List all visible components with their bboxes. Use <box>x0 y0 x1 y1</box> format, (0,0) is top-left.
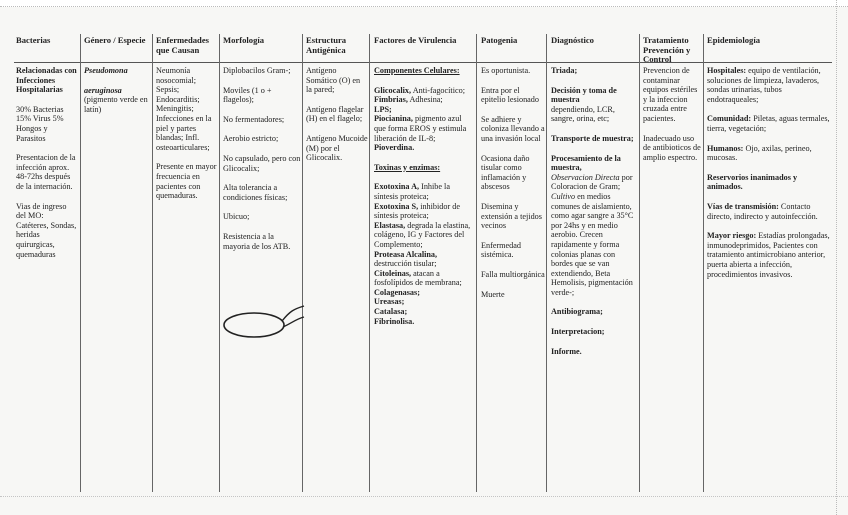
estructura-item: Antígeno flagelar (H) en el flagelo; <box>306 104 364 124</box>
diagnostico-cultivo: Cultivo <box>551 191 576 201</box>
piocianina-term: Piocianina, <box>374 114 413 124</box>
morfologia-item: No capsulado, pero con Glicocalix; <box>223 153 301 173</box>
column-divider <box>476 34 477 492</box>
bacterias-stats: 30% Bacterias 15% Virus 5% Hongos y Parasitos <box>16 104 64 143</box>
column-divider <box>219 34 220 492</box>
column-estructura <box>306 36 368 163</box>
patogenia-step: Falla multiorgánica <box>481 269 545 279</box>
column-divider <box>80 34 81 492</box>
diagnostico-observacion: Observacion Directa <box>551 172 620 182</box>
exoA-desc: Inhibe la síntesis proteica; <box>374 182 450 201</box>
diagnostico-antibiograma: Antibiograma; <box>551 307 603 317</box>
scan-bottom-edge <box>0 496 848 498</box>
diagnostico-triada: Triada; <box>551 66 578 75</box>
morfologia-item: Ubicuo; <box>223 212 250 222</box>
genero-genus: Pseudomona <box>84 66 128 75</box>
citoleinas-desc: atacan a fosfolípidos de membrana; <box>374 268 462 288</box>
ureasas-term: Ureasas; <box>374 297 405 307</box>
patogenia-step: Muerte <box>481 289 505 299</box>
epi-comunidad-term: Comunidad: <box>707 114 752 124</box>
patogenia-step: Entra por el epitelio lesionado <box>481 85 539 105</box>
epi-humanos-desc: Ojo, axilas, perineo, mucosas. <box>707 143 812 163</box>
column-enfermedades <box>156 36 218 201</box>
patogenia-step: Ocasiona daño tisular como inflamación y abscesos <box>481 153 530 192</box>
diagnostico-cultivo-text: en medios comunes de aislamiento, como agar sangre a 35°C por 24hs y en medio aerobio. Crecen rapidamente y forma colonias planas con bordes que se van extendiendo, Beta Hemolisis, pigmentación verde-; <box>551 191 634 297</box>
epi-vias-desc: Contacto directo, indirecto y autoinfección. <box>707 201 818 221</box>
column-divider <box>302 34 303 492</box>
colagenasas-term: Colagenasas; <box>374 287 420 297</box>
pioverdina-term: Pioverdina. <box>374 143 415 153</box>
estructura-item: Antígeno Mucoide (M) por el Glicocalix. <box>306 133 368 163</box>
tratamiento-inadecuado: Inadecuado uso de antibioticos de amplio espectro. <box>643 133 701 162</box>
diagnostico-decision-text: dependiendo, LCR, sangre, orina, etc; <box>551 104 615 124</box>
bacillus-sketch-icon <box>220 303 306 345</box>
catalasa-term: Catalasa; <box>374 307 408 317</box>
column-bacterias <box>16 36 78 259</box>
diagnostico-procesamiento: Procesamiento de la muestra, <box>551 153 621 173</box>
scan-right-edge <box>836 0 838 515</box>
morfologia-item: Moviles (1 o + flagelos); <box>223 85 272 105</box>
column-morfologia <box>223 36 301 251</box>
diagnostico-decision-title: Decisión y toma de muestra <box>551 85 617 105</box>
morfologia-item: Aerobio estricto; <box>223 134 279 144</box>
lps-term: LPS; <box>374 104 392 114</box>
column-genero <box>84 36 150 114</box>
header-bacterias: Bacterias <box>16 35 51 45</box>
header-genero: Género / Especie <box>84 35 146 45</box>
patogenia-step: Es oportunista. <box>481 66 531 75</box>
scan-top-edge <box>0 0 848 7</box>
column-diagnostico <box>551 36 637 356</box>
tratamiento-prevencion: Prevencion de contaminar equipos estériles y la infeccion cruzada entre pacientes. <box>643 66 698 123</box>
proteasa-desc: destrucción tisular; <box>374 259 437 269</box>
fibrinolisa-term: Fibrinolisa. <box>374 316 415 326</box>
genero-note: (pigmento verde en latín) <box>84 95 148 114</box>
bacterias-title: Relacionadas con Infecciones Hospitalarias <box>16 66 77 95</box>
glicocalix-desc: Anti-fagocítico; <box>412 85 465 95</box>
morfologia-item: No fermentadores; <box>223 114 285 124</box>
genero-species: aeruginosa <box>84 85 122 95</box>
epi-vias-term: Vías de transmisión: <box>707 201 779 211</box>
morfologia-item: Resistencia a la mayoria de los ATB. <box>223 231 291 251</box>
glicocalix-term: Glicocalix, <box>374 85 412 95</box>
column-divider <box>703 34 704 492</box>
morfologia-item: Alta tolerancia a condiciones físicas; <box>223 183 288 202</box>
epi-hospitales-term: Hospitales: <box>707 66 747 75</box>
header-factores: Factores de Virulencia <box>374 35 457 45</box>
column-epidemiologia <box>707 36 831 279</box>
fimbrias-term: Fimbrias, <box>374 95 408 105</box>
bacillus-body <box>224 313 284 337</box>
citoleinas-term: Citoleinas, <box>374 268 412 278</box>
componentes-title: Componentes Celulares: <box>374 66 460 75</box>
header-patogenia: Patogenia <box>481 35 518 45</box>
bacillus-flagellum <box>283 317 304 327</box>
piocianina-desc: pigmento azul que forma EROS y estimula liberación de IL-8; <box>374 114 467 143</box>
epi-reservorios: Reservorios inanimados y animados. <box>707 172 798 192</box>
exoS-term: Exotoxina S, <box>374 201 419 211</box>
diagnostico-transporte: Transporte de muestra; <box>551 133 634 143</box>
bacterias-vias-items: Catéteres, Sondas, heridas quirurgicas, quemaduras <box>16 220 77 259</box>
header-tratamiento: Tratamiento Prevención y Control <box>643 35 691 65</box>
patogenia-step: Se adhiere y coloniza llevando a una invasión local <box>481 114 545 143</box>
header-epidemiologia: Epidemiología <box>707 35 761 45</box>
elastasa-term: Elastasa, <box>374 220 406 230</box>
column-patogenia <box>481 36 545 299</box>
epi-comunidad-desc: Piletas, aguas termales, tierra, vegetación; <box>707 114 830 133</box>
column-divider <box>152 34 153 492</box>
header-morfologia: Morfología <box>223 35 265 45</box>
epi-riesgo-desc: Estadías prolongadas, inmunodeprimidos, Pacientes con tratamiento antimicrobiano anterior, puerta abierta a infección, procedimientos invasivos. <box>707 231 830 279</box>
epi-humanos-term: Humanos: <box>707 143 744 153</box>
column-divider <box>639 34 640 492</box>
fimbrias-desc: Adhesina; <box>409 95 443 105</box>
bacterias-presentation: Presentacion de la infección aprox. 48-72hs después de la internación. <box>16 153 76 191</box>
patogenia-step: Disemina y extensión a tejidos vecinos <box>481 201 542 231</box>
column-tratamiento <box>643 36 701 162</box>
column-divider <box>546 34 547 492</box>
exoS-desc: inhibidor de síntesis proteica; <box>374 201 460 221</box>
estructura-item: Antígeno Somático (O) en la pared; <box>306 66 361 95</box>
patogenia-step: Enfermedad sistémica. <box>481 240 522 260</box>
proteasa-term: Proteasa Alcalina, <box>374 249 438 259</box>
header-enfermedades: Enfermedades que Causan <box>156 35 209 55</box>
column-factores <box>374 36 474 326</box>
exoA-term: Exotoxina A, <box>374 182 420 192</box>
epi-riesgo-term: Mayor riesgo: <box>707 231 757 241</box>
bacterias-vias-title: Vias de ingreso del MO: <box>16 201 67 221</box>
epi-hospitales-desc: equipo de ventilación, soluciones de limpieza, lavaderos, sondas urinarias, tubos endotraqueales; <box>707 66 821 104</box>
enfermedades-list: Neumonía nosocomial; Sepsis; Endocarditis; Meningitis; Infecciones en la piel y partes blandas; Infl. osteoarticulares; <box>156 66 212 152</box>
diagnostico-interpretacion: Interpretacion; <box>551 327 605 337</box>
header-diagnostico: Diagnóstico <box>551 35 594 45</box>
column-divider <box>369 34 370 492</box>
morfologia-item: Diplobacilos Gram-; <box>223 66 291 75</box>
diagnostico-observacion-text: por Coloracion de Gram; <box>551 172 633 192</box>
elastasa-desc: degrada la elastina, colágeno, IG y Factores del Complemento; <box>374 220 471 249</box>
diagnostico-informe: Informe. <box>551 346 582 356</box>
enfermedades-presente: Presente en mayor frecuencia en pacientes con quemaduras. <box>156 162 217 201</box>
header-estructura: Estructura Antigénica <box>306 35 347 55</box>
toxinas-title: Toxinas y enzimas: <box>374 162 441 172</box>
